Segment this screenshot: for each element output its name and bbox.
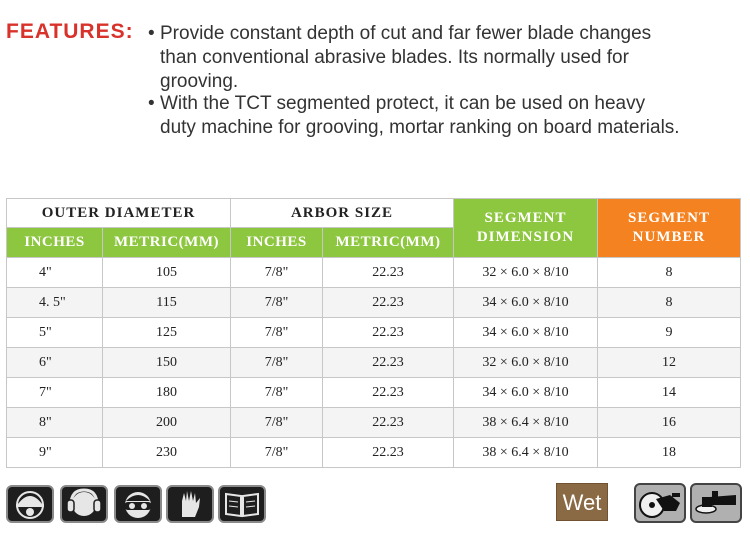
features-heading: FEATURES: (6, 20, 134, 43)
table-row (7, 258, 741, 288)
feature-line: than conventional abrasive blades. Its normally used for (160, 47, 629, 68)
feature-bullet-2 (148, 92, 740, 140)
cell-arbor-inches: 7/8" (231, 258, 323, 288)
cell-segment-dimension: 34 × 6.0 × 8/10 (454, 378, 598, 408)
cell-arbor-metric: 22.23 (323, 438, 454, 468)
segment-number-header-line2: NUMBER (632, 229, 706, 245)
cell-arbor-metric: 22.23 (323, 288, 454, 318)
cell-arbor-inches: 7/8" (231, 378, 323, 408)
arbor-inches-header: INCHES (231, 228, 323, 258)
cell-segment-number: 9 (598, 318, 741, 348)
bullet-dot: • (148, 23, 155, 44)
inches-header: INCHES (7, 228, 103, 258)
table-row (7, 348, 741, 378)
cell-arbor-metric: 22.23 (323, 348, 454, 378)
cell-metric: 105 (103, 258, 231, 288)
spec-table (6, 198, 741, 468)
cell-arbor-metric: 22.23 (323, 408, 454, 438)
metric-header: METRIC(MM) (103, 228, 231, 258)
cell-metric: 230 (103, 438, 231, 468)
cell-inches: 9" (7, 438, 103, 468)
cell-arbor-inches: 7/8" (231, 288, 323, 318)
cell-inches: 7" (7, 378, 103, 408)
cell-metric: 200 (103, 408, 231, 438)
cell-arbor-inches: 7/8" (231, 318, 323, 348)
cell-metric: 150 (103, 348, 231, 378)
cell-metric: 125 (103, 318, 231, 348)
cell-segment-number: 8 (598, 258, 741, 288)
feature-line: duty machine for grooving, mortar ranking on board materials. (160, 117, 680, 138)
cell-inches: 5" (7, 318, 103, 348)
feature-line: With the TCT segmented protect, it can be used on heavy (160, 93, 646, 114)
segment-dimension-header-line1: SEGMENT (484, 210, 567, 226)
table-row (7, 378, 741, 408)
table-row (7, 438, 741, 468)
cell-arbor-inches: 7/8" (231, 438, 323, 468)
arbor-metric-header: METRIC(MM) (323, 228, 454, 258)
cell-segment-dimension: 32 × 6.0 × 8/10 (454, 258, 598, 288)
angle-grinder-icon (690, 483, 742, 523)
cell-arbor-metric: 22.23 (323, 378, 454, 408)
cell-segment-dimension: 38 × 6.4 × 8/10 (454, 438, 598, 468)
cell-arbor-inches: 7/8" (231, 348, 323, 378)
cell-arbor-metric: 22.23 (323, 258, 454, 288)
hard-hat-icon (6, 485, 54, 523)
bullet-dot: • (148, 93, 155, 114)
cell-inches: 4" (7, 258, 103, 288)
cell-segment-number: 18 (598, 438, 741, 468)
cut-off-saw-icon (634, 483, 686, 523)
wet-badge: Wet (556, 483, 608, 521)
cell-inches: 6" (7, 348, 103, 378)
cell-segment-dimension: 38 × 6.4 × 8/10 (454, 408, 598, 438)
feature-line: grooving. (160, 71, 239, 92)
manual-book-icon (218, 485, 266, 523)
feature-line: Provide constant depth of cut and far fewer blade changes (160, 23, 652, 44)
feature-bullet-1 (148, 22, 730, 94)
arbor-size-header: ARBOR SIZE (231, 199, 454, 228)
segment-number-header-line1: SEGMENT (627, 210, 710, 226)
ear-protection-icon (60, 485, 108, 523)
cell-segment-number: 14 (598, 378, 741, 408)
segment-dimension-header (454, 199, 598, 258)
cell-segment-number: 8 (598, 288, 741, 318)
cell-inches: 4. 5" (7, 288, 103, 318)
cell-inches: 8" (7, 408, 103, 438)
table-row (7, 408, 741, 438)
goggles-icon (114, 485, 162, 523)
cell-segment-dimension: 34 × 6.0 × 8/10 (454, 318, 598, 348)
segment-number-header (598, 199, 741, 258)
cell-segment-number: 12 (598, 348, 741, 378)
cell-arbor-metric: 22.23 (323, 318, 454, 348)
cell-segment-dimension: 34 × 6.0 × 8/10 (454, 288, 598, 318)
table-body (7, 258, 741, 468)
table-row (7, 318, 741, 348)
cell-segment-dimension: 32 × 6.0 × 8/10 (454, 348, 598, 378)
cell-metric: 180 (103, 378, 231, 408)
cell-metric: 115 (103, 288, 231, 318)
segment-dimension-header-line2: DIMENSION (476, 229, 575, 245)
cell-segment-number: 16 (598, 408, 741, 438)
table-row (7, 288, 741, 318)
cell-arbor-inches: 7/8" (231, 408, 323, 438)
gloves-icon (166, 485, 214, 523)
outer-diameter-header: OUTER DIAMETER (7, 199, 231, 228)
